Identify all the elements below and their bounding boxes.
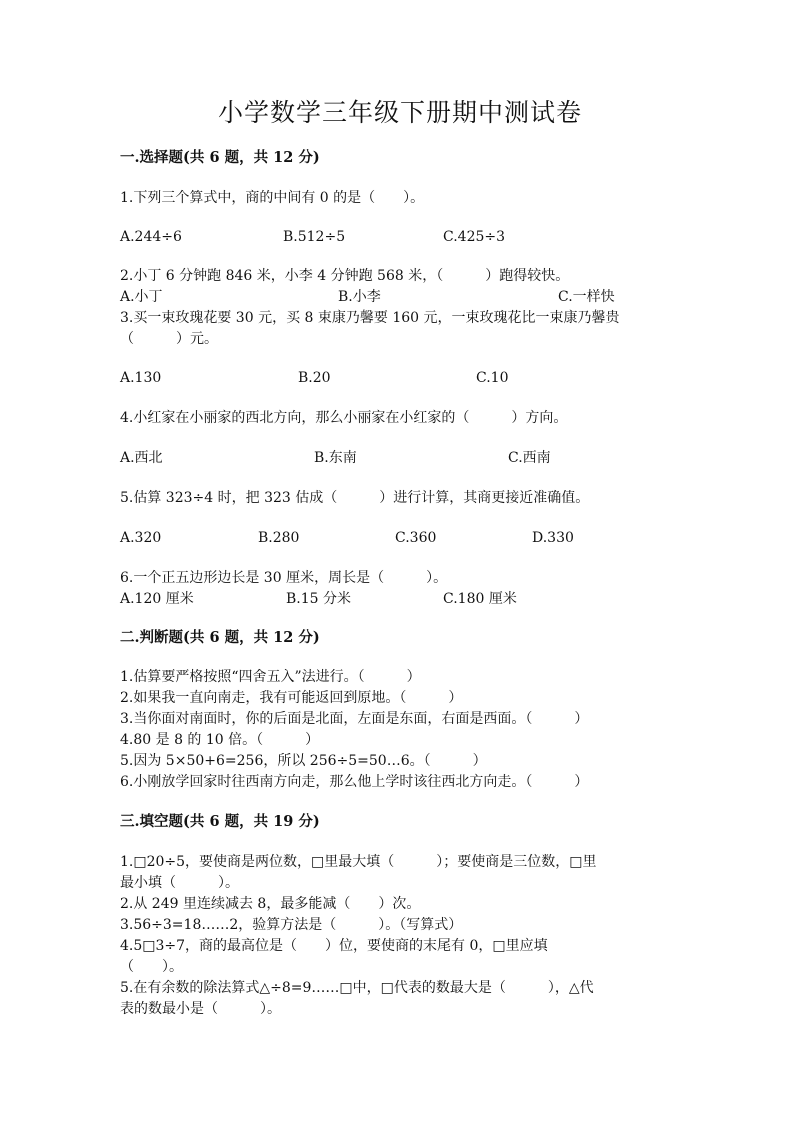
q3-option-a: A.130 <box>120 370 162 386</box>
q1-option-c: C.425÷3 <box>443 229 506 245</box>
question-2-stem: 2.小丁 6 分钟跑 846 米，小李 4 分钟跑 568 米，（ ）跑得较快。 <box>120 268 570 284</box>
fill-item-5-line-1: 5.在有余数的除法算式△÷8=9……□中，□代表的数最大是（ ），△代 <box>120 980 594 996</box>
judge-item-2: 2.如果我一直向南走，我有可能返回到原地。（ ） <box>120 690 463 706</box>
section-heading-fill: 三.填空题(共 6 题，共 19 分) <box>120 813 320 830</box>
q3-option-b: B.20 <box>298 370 331 386</box>
question-4-stem: 4.小红家在小丽家的西北方向，那么小丽家在小红家的（ ）方向。 <box>120 410 568 426</box>
q3-option-c: C.10 <box>476 370 509 386</box>
q5-option-d: D.330 <box>532 530 574 546</box>
q4-option-a: A.西北 <box>120 450 163 466</box>
fill-item-2: 2.从 249 里连续减去 8，最多能减（ ）次。 <box>120 896 421 912</box>
section-heading-choice: 一.选择题(共 6 题，共 12 分) <box>120 149 320 166</box>
fill-item-3: 3.56÷3=18……2，验算方法是（ ）。（写算式） <box>120 917 463 933</box>
q4-option-c: C.西南 <box>508 450 551 466</box>
q2-option-c: C.一样快 <box>558 289 615 305</box>
judge-item-4: 4.80 是 8 的 10 倍。（ ） <box>120 732 320 748</box>
q5-option-b: B.280 <box>258 530 300 546</box>
q6-option-c: C.180 厘米 <box>443 591 517 607</box>
judge-item-3: 3.当你面对南面时，你的后面是北面，左面是东面，右面是西面。（ ） <box>120 711 589 727</box>
question-1-stem: 1.下列三个算式中，商的中间有 0 的是（ ）。 <box>120 190 425 206</box>
question-6-stem: 6.一个正五边形边长是 30 厘米，周长是（ ）。 <box>120 570 448 586</box>
section-heading-judge: 二.判断题(共 6 题，共 12 分) <box>120 629 320 646</box>
judge-item-1: 1.估算要严格按照“四舍五入”法进行。（ ） <box>120 669 421 685</box>
fill-item-1-line-1: 1.□20÷5，要使商是两位数，□里最大填（ ）；要使商是三位数，□里 <box>120 854 597 870</box>
q2-option-b: B.小李 <box>338 289 381 305</box>
fill-item-1-line-2: 最小填（ ）。 <box>120 875 239 891</box>
question-3-stem-line-2: （ ）元。 <box>120 331 218 347</box>
question-5-stem: 5.估算 323÷4 时，把 323 估成（ ）进行计算，其商更接近准确值。 <box>120 490 590 506</box>
q2-option-a: A.小丁 <box>120 289 163 305</box>
fill-item-4-line-2: （ ）。 <box>120 959 183 975</box>
judge-item-5: 5.因为 5×50+6=256，所以 256÷5=50…6。（ ） <box>120 753 487 769</box>
q6-option-b: B.15 分米 <box>286 591 352 607</box>
q1-option-b: B.512÷5 <box>283 229 346 245</box>
fill-item-4-line-1: 4.5□3÷7，商的最高位是（ ）位，要使商的末尾有 0，□里应填 <box>120 938 548 954</box>
q5-option-c: C.360 <box>395 530 437 546</box>
q4-option-b: B.东南 <box>314 450 357 466</box>
q1-option-a: A.244÷6 <box>120 229 182 245</box>
page-title: 小学数学三年级下册期中测试卷 <box>217 98 582 127</box>
q5-option-a: A.320 <box>120 530 162 546</box>
q6-option-a: A.120 厘米 <box>120 591 194 607</box>
question-3-stem-line-1: 3.买一束玫瑰花要 30 元，买 8 束康乃馨要 160 元，一束玫瑰花比一束康乃馨贵 <box>120 310 620 326</box>
judge-item-6: 6.小刚放学回家时往西南方向走，那么他上学时该往西北方向走。（ ） <box>120 774 589 790</box>
fill-item-5-line-2: 表的数最小是（ ）。 <box>120 1001 281 1017</box>
